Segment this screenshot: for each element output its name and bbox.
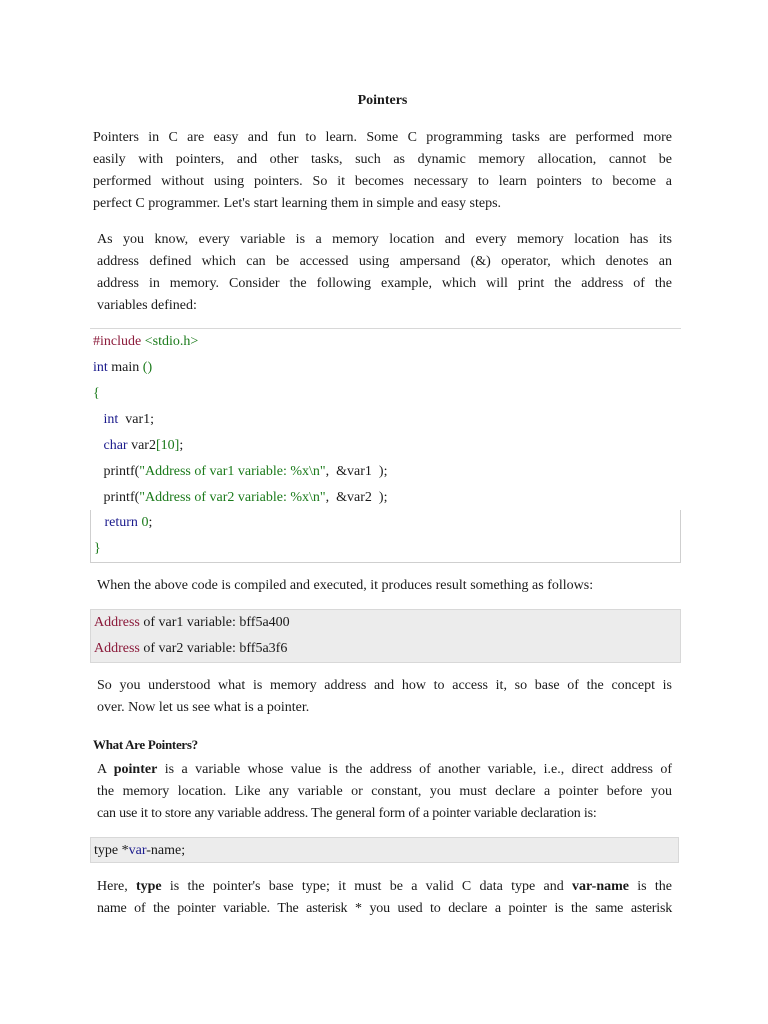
code-token: 0 [137, 515, 149, 530]
bold-term: type [135, 879, 162, 894]
text-fragment: Here, [97, 879, 136, 894]
code-token: return [94, 515, 138, 530]
text-line: performed without using pointers. So it becomes necessary to learn pointers to become a [93, 174, 672, 189]
text-line: address defined which can be accessed using ampersand (&) operator, which denotes an [97, 254, 672, 269]
page-title: Pointers [357, 93, 408, 108]
code-token: var2 [127, 438, 156, 453]
code-line [90, 355, 681, 381]
text-fragment: is the [629, 879, 672, 894]
code-token: type * [94, 843, 129, 858]
code-token: ; [179, 438, 184, 453]
section-heading: What Are Pointers? [93, 737, 198, 752]
code-line [90, 459, 681, 485]
understood-paragraph [97, 675, 672, 719]
text-fragment: A [97, 762, 114, 777]
text-fragment: is a variable whose value is the address of another variable, i.e., direct address of [157, 762, 672, 777]
intro-paragraph [93, 127, 672, 215]
code-token: var [128, 843, 147, 858]
code-line [90, 329, 681, 355]
code-token: , &var2 ); [325, 490, 388, 505]
text-line: address in memory. Consider the following example, which will print the address of the [97, 276, 672, 291]
text-fragment: is the pointer's base type; it must be a valid C data type and [161, 879, 572, 894]
code-line: { [93, 386, 100, 401]
code-line: } [94, 541, 101, 556]
code-line [90, 433, 681, 459]
code-token: <stdio.h> [141, 334, 199, 349]
output-block [90, 609, 681, 663]
code-token: "Address of var1 variable: %x\n" [139, 464, 326, 479]
output-keyword: Address [94, 615, 140, 630]
code-token: int [93, 412, 119, 427]
code-token: ; [148, 515, 153, 530]
code-token: int [93, 360, 108, 375]
output-keyword: Address [94, 641, 140, 656]
output-line [91, 636, 680, 662]
output-text: of var2 variable: bff5a3f6 [139, 641, 288, 656]
bold-term: var-name [571, 879, 630, 894]
result-intro: When the above code is compiled and executed, it produces result something as follows: [97, 578, 594, 593]
code-block-frame [90, 510, 681, 563]
here-paragraph [97, 876, 672, 920]
code-token: , &var1 ); [325, 464, 388, 479]
output-line [91, 610, 680, 636]
declaration-block [90, 837, 679, 863]
code-token: printf( [93, 490, 140, 505]
code-block [90, 328, 681, 511]
text-line: perfect C programmer. Let's start learning them in simple and easy steps. [93, 196, 502, 211]
text-line [97, 759, 672, 781]
address-paragraph [97, 229, 672, 317]
text-line: easily with pointers, and other tasks, such as dynamic memory allocation, cannot be [93, 152, 672, 167]
code-token: char [93, 438, 128, 453]
text-line: over. Now let us see what is a pointer. [97, 700, 310, 715]
text-line [97, 876, 672, 898]
code-token: "Address of var2 variable: %x\n" [139, 490, 326, 505]
text-line: variables defined: [97, 298, 197, 313]
text-line: Pointers in C are easy and fun to learn. Some C programming tasks are performed more [93, 130, 672, 145]
bold-term: pointer [113, 762, 158, 777]
text-line: the memory location. Like any variable or constant, you must declare a pointer before you [97, 784, 672, 799]
pointer-definition [97, 759, 672, 825]
code-line [90, 407, 681, 433]
code-token: var1; [118, 412, 155, 427]
code-token: main [107, 360, 143, 375]
code-token: [10] [155, 438, 180, 453]
code-token: printf( [93, 464, 140, 479]
code-token: () [142, 360, 153, 375]
text-line: can use it to store any variable address. The general form of a pointer variable declaration is: [97, 806, 597, 821]
text-line: As you know, every variable is a memory location and every memory location has its [97, 232, 672, 247]
code-line [91, 510, 680, 536]
output-text: of var1 variable: bff5a400 [139, 615, 290, 630]
text-line: name of the pointer variable. The asterisk * you used to declare a pointer is the same asterisk [97, 901, 672, 916]
code-line [90, 485, 681, 511]
text-line: So you understood what is memory address and how to access it, so base of the concept is [97, 678, 672, 693]
code-token: -name; [146, 843, 186, 858]
code-token: #include [93, 334, 142, 349]
